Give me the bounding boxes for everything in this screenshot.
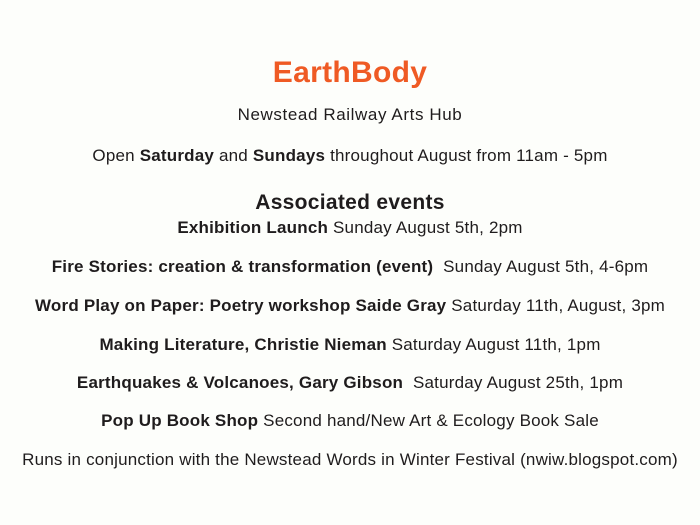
festival-footer-note: Runs in conjunction with the Newstead Words in Winter Festival (nwiw.blogspot.com) xyxy=(22,450,678,469)
event-name: Pop Up Book Shop xyxy=(101,411,259,430)
opening-suffix: throughout August from 11am - 5pm xyxy=(325,146,608,165)
opening-day-saturday: Saturday xyxy=(139,146,215,165)
event-details: Saturday 11th, August, 3pm xyxy=(446,296,665,315)
event-line-pop-up-book-shop xyxy=(0,411,700,431)
opening-day-sundays: Sundays xyxy=(252,146,326,165)
event-name: Word Play on Paper: Poetry workshop Saide Gray xyxy=(34,296,447,315)
event-line-word-play xyxy=(0,296,700,316)
event-line-exhibition-launch xyxy=(0,218,700,238)
event-details: Second hand/New Art & Ecology Book Sale xyxy=(258,411,599,430)
event-name: Fire Stories: creation & transformation (event) xyxy=(51,257,434,276)
event-name: Exhibition Launch xyxy=(177,218,329,237)
event-details: Sunday August 5th, 4-6pm xyxy=(433,257,649,276)
venue-name: Newstead Railway Arts Hub xyxy=(237,105,463,124)
event-line-earthquakes-volcanoes xyxy=(0,373,700,393)
event-details: Sunday August 5th, 2pm xyxy=(328,218,523,237)
event-name: Earthquakes & Volcanoes, Gary Gibson xyxy=(76,373,404,392)
event-name: Making Literature, Christie Nieman xyxy=(99,335,387,354)
associated-events-heading: Associated events xyxy=(255,191,445,214)
opening-middle: and xyxy=(214,146,253,165)
opening-prefix: Open xyxy=(92,146,140,165)
opening-hours-line xyxy=(0,146,700,166)
flyer-title: EarthBody xyxy=(272,56,428,89)
event-details: Saturday August 25th, 1pm xyxy=(403,373,624,392)
event-details: Saturday August 11th, 1pm xyxy=(386,335,601,354)
event-line-fire-stories xyxy=(0,257,700,277)
event-line-making-literature xyxy=(0,335,700,355)
